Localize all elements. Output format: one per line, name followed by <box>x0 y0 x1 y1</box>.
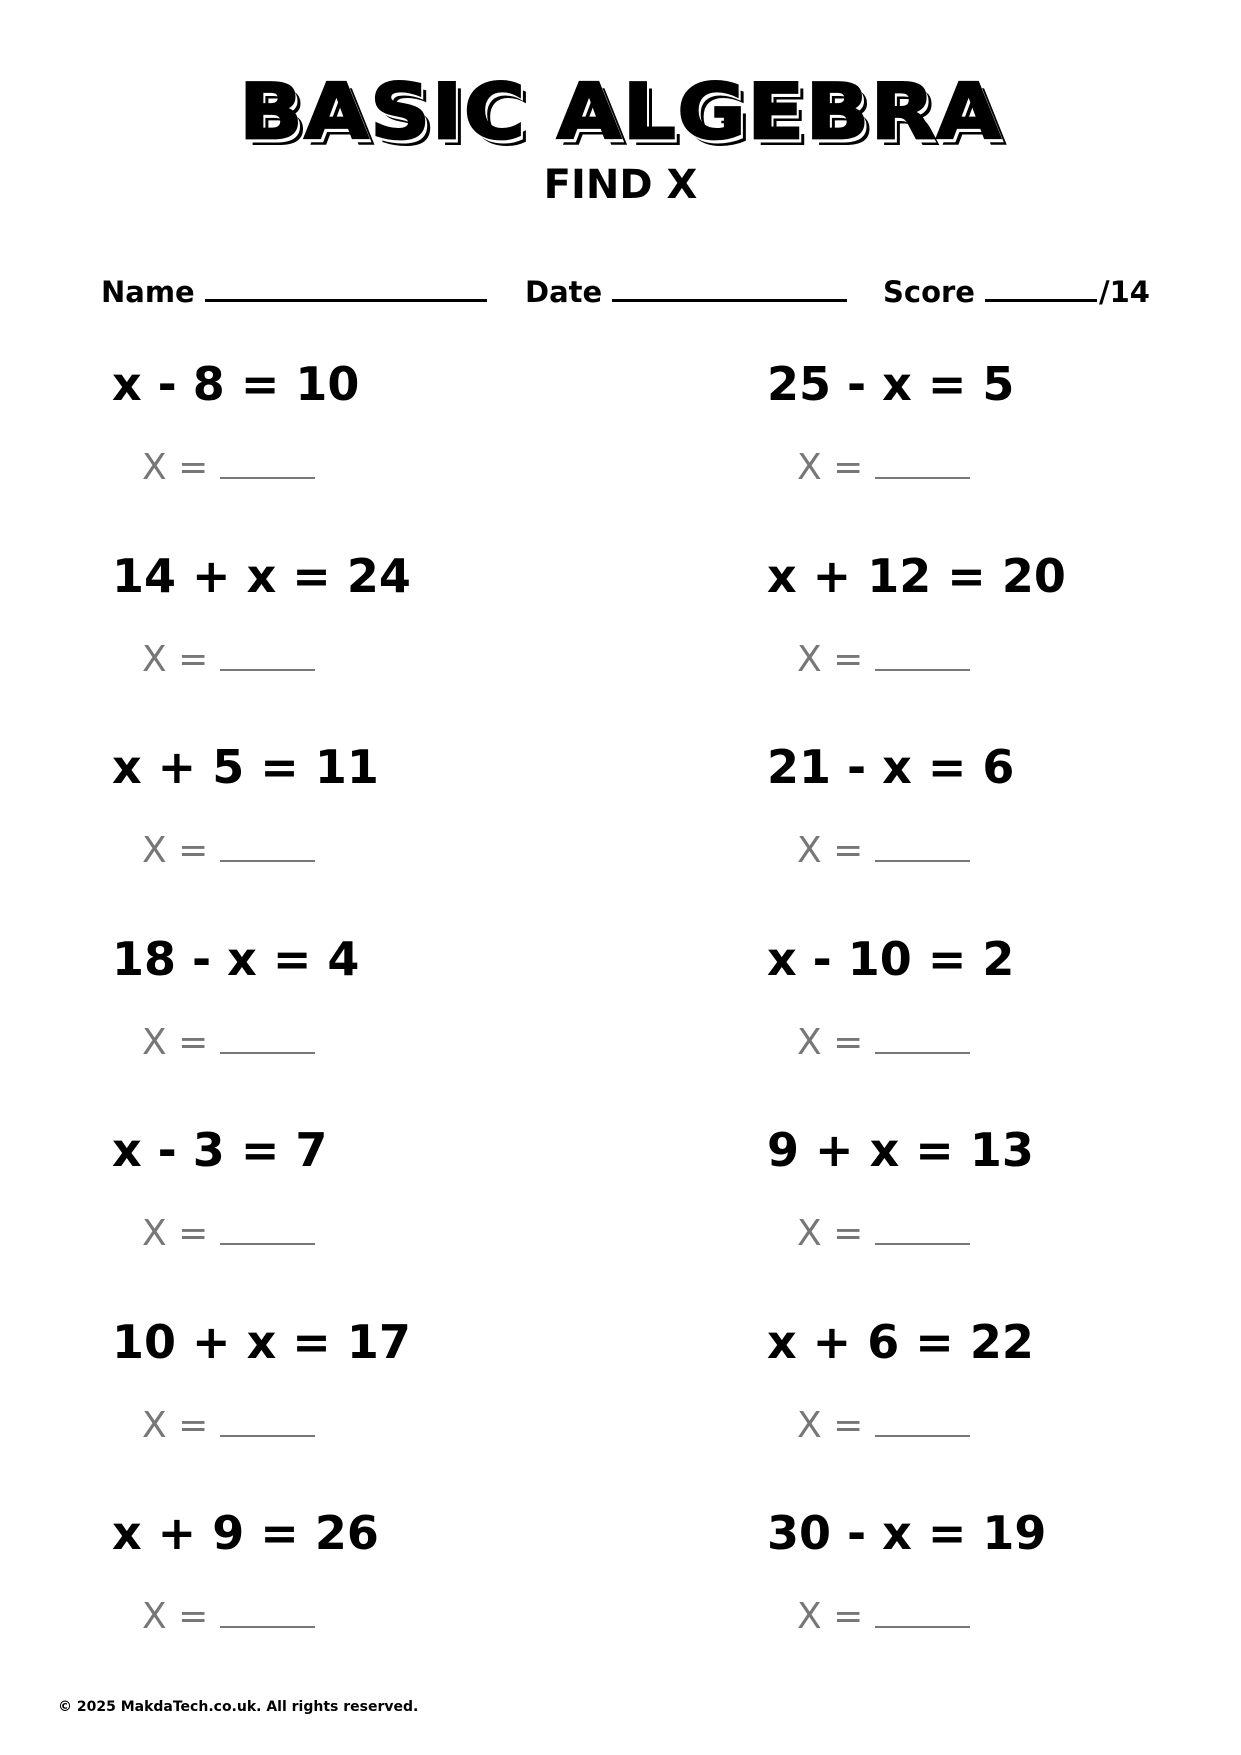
answer-prefix: X = <box>142 447 209 488</box>
date-label: Date <box>525 275 603 309</box>
problem-equation: 14 + x = 24 <box>112 549 411 603</box>
answer-blank[interactable] <box>875 830 970 862</box>
answer-prefix: X = <box>797 639 864 680</box>
problem-equation: 10 + x = 17 <box>112 1315 411 1369</box>
answer-row <box>797 1212 970 1256</box>
problem-equation: 18 - x = 4 <box>112 932 360 986</box>
problem-equation: x - 3 = 7 <box>112 1123 328 1177</box>
answer-blank[interactable] <box>875 1596 970 1628</box>
problem-equation: 25 - x = 5 <box>767 357 1015 411</box>
title-container <box>0 66 1241 158</box>
answer-blank[interactable] <box>220 639 315 671</box>
answer-prefix: X = <box>142 1596 209 1637</box>
problem-4 <box>767 548 1241 728</box>
page-subtitle: FIND X <box>543 162 698 208</box>
problem-equation: x + 9 = 26 <box>112 1506 379 1560</box>
answer-row <box>797 638 970 682</box>
answer-row <box>142 829 315 873</box>
answer-row <box>797 829 970 873</box>
name-field <box>101 272 487 312</box>
answer-row <box>142 446 315 490</box>
answer-blank[interactable] <box>220 447 315 479</box>
answer-prefix: X = <box>797 447 864 488</box>
answer-row <box>797 1595 970 1639</box>
problem-6 <box>767 739 1241 919</box>
problem-14 <box>767 1505 1241 1685</box>
problem-3 <box>112 548 632 728</box>
answer-blank[interactable] <box>875 639 970 671</box>
answer-blank[interactable] <box>875 1213 970 1245</box>
answer-prefix: X = <box>797 1405 864 1446</box>
problem-equation: x + 12 = 20 <box>767 549 1066 603</box>
name-label: Name <box>101 275 195 309</box>
answer-prefix: X = <box>142 830 209 871</box>
answer-row <box>142 1021 315 1065</box>
date-field <box>525 272 847 312</box>
answer-blank[interactable] <box>220 1213 315 1245</box>
answer-row <box>142 1212 315 1256</box>
problem-equation: x + 5 = 11 <box>112 740 379 794</box>
answer-row <box>797 446 970 490</box>
answer-prefix: X = <box>142 1022 209 1063</box>
answer-prefix: X = <box>797 830 864 871</box>
score-field <box>883 272 1150 312</box>
problem-13 <box>112 1505 632 1685</box>
problem-8 <box>767 931 1241 1111</box>
problem-1 <box>112 356 632 536</box>
score-total: /14 <box>1098 275 1150 309</box>
answer-blank[interactable] <box>875 1405 970 1437</box>
answer-blank[interactable] <box>220 1022 315 1054</box>
page-title: BASIC ALGEBRA <box>238 66 1003 158</box>
answer-row <box>142 1595 315 1639</box>
answer-prefix: X = <box>142 1405 209 1446</box>
answer-blank[interactable] <box>875 1022 970 1054</box>
problem-11 <box>112 1314 632 1494</box>
answer-prefix: X = <box>797 1022 864 1063</box>
problem-equation: x - 10 = 2 <box>767 932 1015 986</box>
answer-prefix: X = <box>797 1596 864 1637</box>
student-info-row <box>101 272 1151 312</box>
score-label: Score <box>883 275 975 309</box>
name-blank[interactable] <box>205 273 487 302</box>
answer-prefix: X = <box>142 639 209 680</box>
problem-2 <box>767 356 1241 536</box>
answer-blank[interactable] <box>220 1596 315 1628</box>
answer-row <box>797 1021 970 1065</box>
problem-equation: x + 6 = 22 <box>767 1315 1034 1369</box>
copyright-footer: © 2025 MakdaTech.co.uk. All rights reserved. <box>58 1699 419 1715</box>
problem-7 <box>112 931 632 1111</box>
answer-blank[interactable] <box>220 830 315 862</box>
answer-row <box>142 638 315 682</box>
answer-row <box>142 1404 315 1448</box>
answer-blank[interactable] <box>220 1405 315 1437</box>
problem-5 <box>112 739 632 919</box>
date-blank[interactable] <box>612 273 847 302</box>
problem-12 <box>767 1314 1241 1494</box>
score-blank[interactable] <box>985 273 1097 302</box>
problem-equation: 30 - x = 19 <box>767 1506 1047 1560</box>
problem-9 <box>112 1122 632 1302</box>
answer-blank[interactable] <box>875 447 970 479</box>
problem-10 <box>767 1122 1241 1302</box>
answer-prefix: X = <box>797 1213 864 1254</box>
problem-equation: 21 - x = 6 <box>767 740 1015 794</box>
problem-equation: x - 8 = 10 <box>112 357 360 411</box>
answer-row <box>797 1404 970 1448</box>
problem-equation: 9 + x = 13 <box>767 1123 1034 1177</box>
answer-prefix: X = <box>142 1213 209 1254</box>
